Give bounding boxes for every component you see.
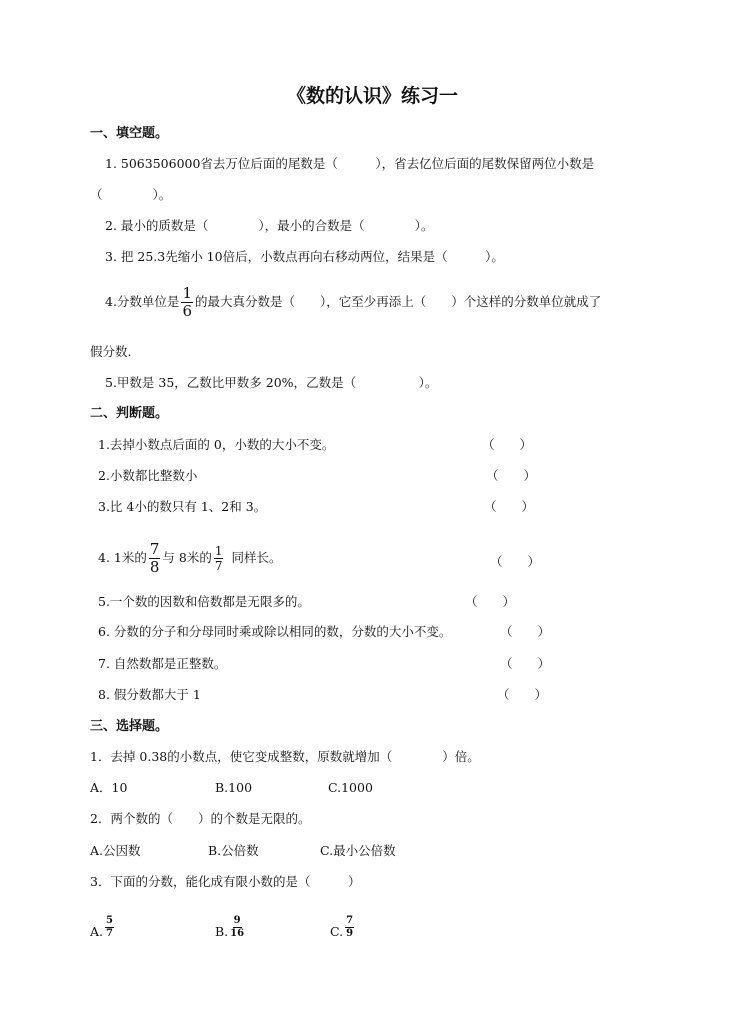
option-3-2-a: A.公因数 xyxy=(90,843,141,858)
question-1-4-suffix: 的最大真分数是（ ），它至少再添上（ ）个这样的分数单位就成了 xyxy=(194,294,602,310)
option-3-2-b: B.公倍数 xyxy=(208,843,259,858)
fraction-denominator: 8 xyxy=(149,558,160,576)
fraction-five-sevenths xyxy=(105,916,114,939)
option-3-1-c: C.1000 xyxy=(328,780,373,795)
question-2-1: 1.去掉小数点后面的 0，小数的大小不变。 xyxy=(98,437,335,452)
question-2-4-suffix: 同样长。 xyxy=(231,550,282,566)
fraction-denominator: 7 xyxy=(106,928,113,939)
question-1-4-line1 xyxy=(105,286,601,319)
question-2-4-middle: 与 8米的 xyxy=(162,550,212,566)
question-1-1-line2: （ ）。 xyxy=(90,187,172,202)
page-title: 《数的认识》练习一 xyxy=(286,85,458,107)
question-2-3: 3.比 4小的数只有 1、2和 3。 xyxy=(98,499,267,514)
question-1-4-prefix: 4.分数单位是 xyxy=(105,294,180,310)
option-3-3-c-label: C. xyxy=(330,923,344,939)
section-heading-fill-blank: 一、填空题。 xyxy=(90,126,169,141)
question-1-5: 5.甲数是 35，乙数比甲数多 20%，乙数是（ ）。 xyxy=(105,375,438,390)
question-2-4 xyxy=(98,542,282,575)
option-3-3-a-label: A. xyxy=(90,923,104,939)
fraction-one-sixth xyxy=(181,286,193,319)
question-1-1-line1: 1. 5063506000省去万位后面的尾数是（ ），省去亿位后面的尾数保留两位小数是 xyxy=(105,156,595,171)
fraction-nine-sixteenths xyxy=(230,916,244,939)
fraction-denominator: 6 xyxy=(182,302,192,320)
fraction-numerator: 9 xyxy=(233,915,241,926)
question-1-2: 2. 最小的质数是（ ），最小的合数是（ ）。 xyxy=(105,218,434,233)
answer-paren-2-7: （ ） xyxy=(500,656,551,671)
question-3-1: 1．去掉 0.38的小数点，使它变成整数，原数就增加（ ）倍。 xyxy=(90,749,480,764)
fraction-denominator: 16 xyxy=(230,928,245,939)
fraction-one-seventh xyxy=(214,545,224,572)
answer-paren-2-8: （ ） xyxy=(497,687,548,702)
fraction-numerator: 1 xyxy=(182,284,192,302)
question-2-5: 5.一个数的因数和倍数都是无限多的。 xyxy=(98,594,310,609)
option-3-3-a xyxy=(90,916,116,939)
question-2-4-prefix: 4. 1米的 xyxy=(98,550,147,566)
question-1-3: 3. 把 25.3先缩小 10倍后，小数点再向右移动两位，结果是（ ）。 xyxy=(105,249,504,264)
question-2-8: 8. 假分数都大于 1 xyxy=(98,687,201,702)
answer-paren-2-5: （ ） xyxy=(465,594,516,609)
option-3-3-c xyxy=(330,916,356,939)
fraction-numerator: 7 xyxy=(149,540,160,558)
question-1-4-line2: 假分数. xyxy=(90,344,132,359)
option-3-2-c: C.最小公倍数 xyxy=(320,843,396,858)
answer-paren-2-1: （ ） xyxy=(482,437,533,452)
question-2-7: 7. 自然数都是正整数。 xyxy=(98,656,227,671)
option-3-1-b: B.100 xyxy=(215,780,253,795)
fraction-denominator: 7 xyxy=(214,559,223,573)
option-3-3-b-label: B. xyxy=(215,923,229,939)
fraction-numerator: 5 xyxy=(106,915,113,926)
question-2-2: 2.小数都比整数小 xyxy=(98,468,198,483)
question-3-3: 3．下面的分数，能化成有限小数的是（ ） xyxy=(90,874,361,889)
fraction-denominator: 9 xyxy=(346,928,354,939)
section-heading-true-false: 二、判断题。 xyxy=(90,406,169,421)
answer-paren-2-4: （ ） xyxy=(490,554,541,569)
option-3-3-b xyxy=(215,916,246,939)
fraction-numerator: 7 xyxy=(346,915,354,926)
fraction-seven-eighths xyxy=(149,542,161,575)
question-3-2: 2．两个数的（ ）的个数是无限的。 xyxy=(90,811,311,826)
fraction-numerator: 1 xyxy=(214,544,223,558)
answer-paren-2-2: （ ） xyxy=(486,468,537,483)
question-2-6: 6. 分数的分子和分母同时乘或除以相同的数，分数的大小不变。 xyxy=(98,624,452,639)
answer-paren-2-6: （ ） xyxy=(500,624,551,639)
option-3-1-a: A．10 xyxy=(90,780,128,795)
answer-paren-2-3: （ ） xyxy=(484,499,535,514)
fraction-seven-ninths xyxy=(345,916,354,939)
section-heading-multiple-choice: 三、选择题。 xyxy=(90,719,169,734)
